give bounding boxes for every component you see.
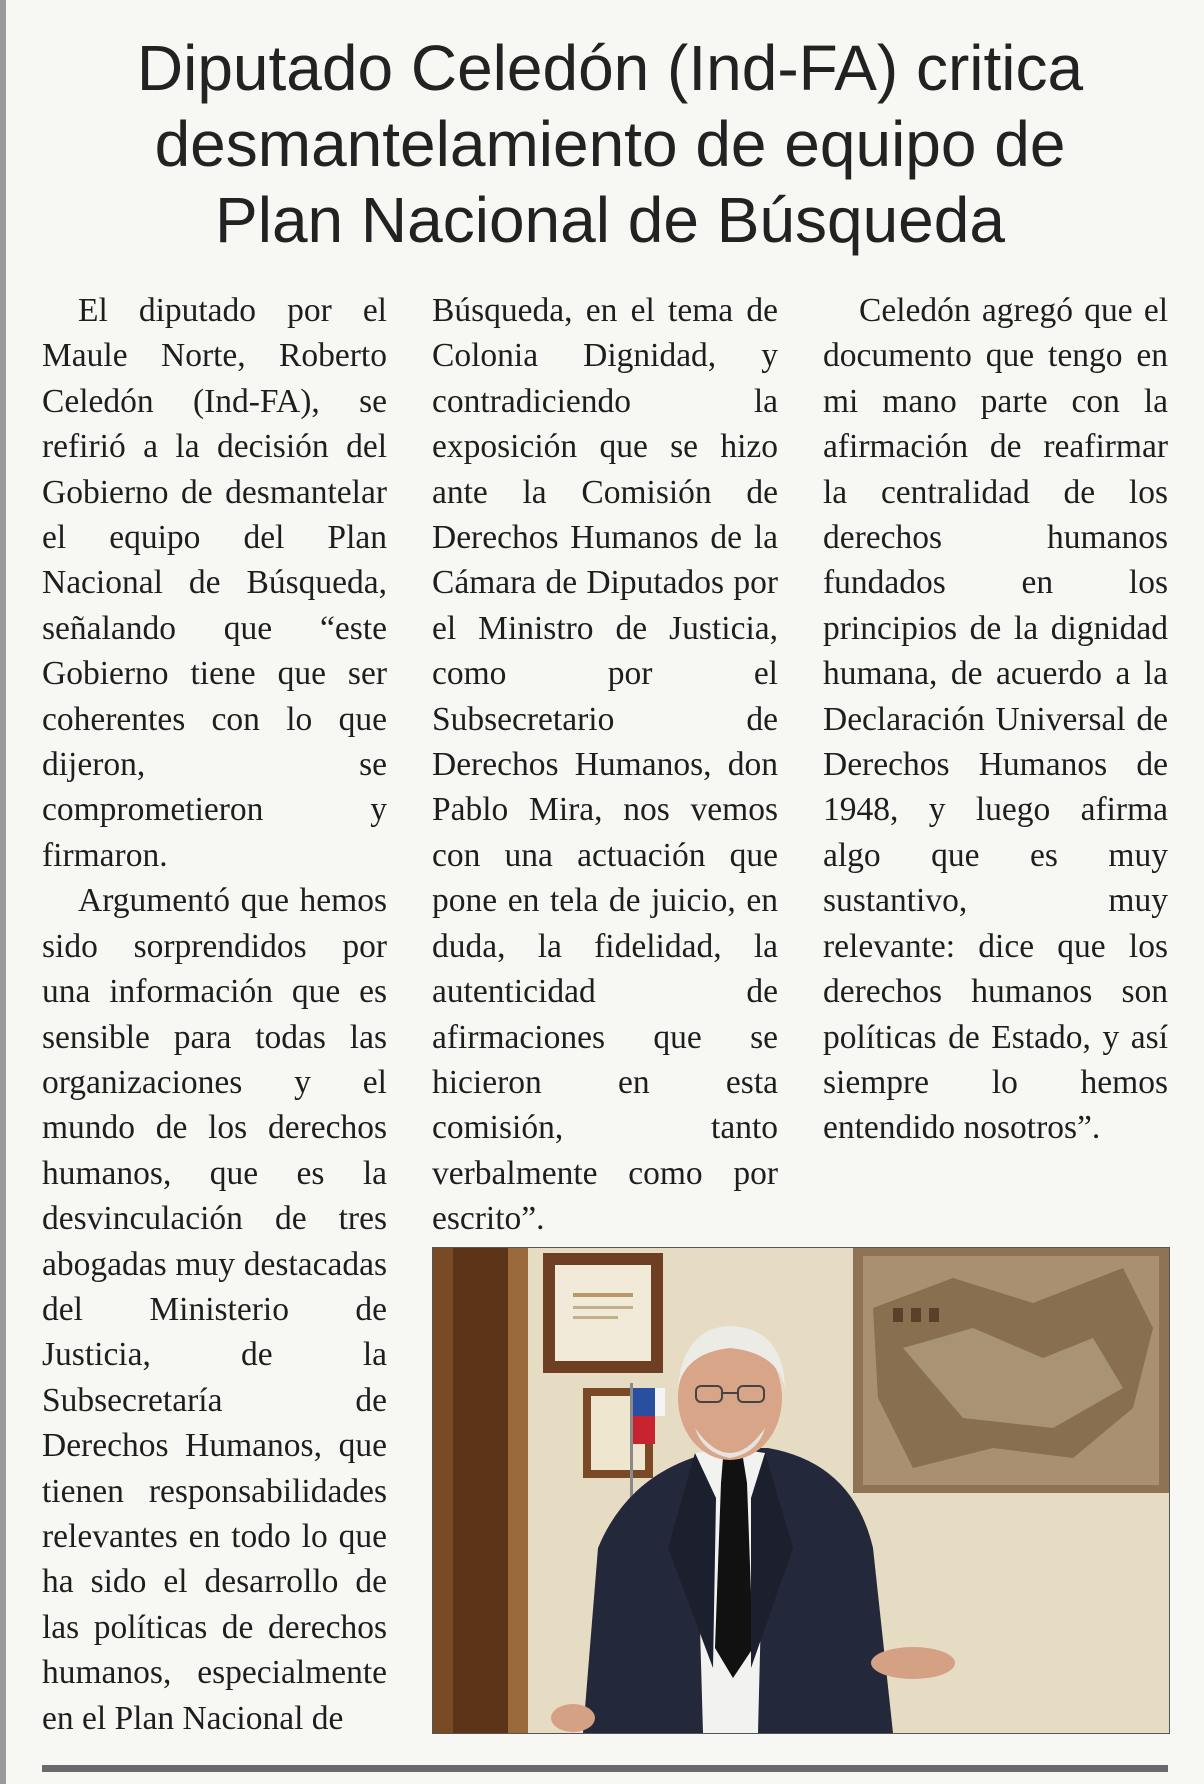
photo-illustration [433, 1248, 1169, 1733]
article-column-1 [42, 288, 387, 1741]
paragraph-continuation: Búsqueda, en el tema de Colonia Dignidad, y contradiciendo la exposición que se hizo ante la Comisión de Derechos Humanos de la Cámara de Diputados por el Ministro de Justicia, como por el Subsecretario de Derechos Humanos, don Pablo Mira, nos vemos con una actuación que pone en tela de juicio, en duda, la fidelidad, la autenticidad de afirmaciones que se hicieron en esta comisión, tanto verbalmente como por escrito”. [432, 292, 778, 1238]
headline-line-2: desmantelamiento de equipo de [154, 108, 1066, 180]
bottom-divider [42, 1765, 1168, 1772]
page-edge-rule [0, 0, 6, 1784]
article-headline [40, 30, 1180, 258]
article-column-3 [823, 288, 1168, 1151]
paragraph-celedon-added: Celedón agregó que el documento que tengo en mi mano parte con la afirmación de reafirmar la centralidad de los derechos humanos fundados en los principios de la dignidad humana, de acuerdo a la Declaración Universal de Derechos Humanos de 1948, y luego afirma algo que es muy sustantivo, muy relevante: dice que los derechos humanos son políticas de Estado, y así siempre lo hemos entendido nosotros”. [823, 292, 1168, 1147]
article-photo [432, 1247, 1170, 1734]
headline-line-3: Plan Nacional de Búsqueda [215, 184, 1005, 256]
paragraph-argument: Argumentó que hemos sido sorprendidos por una información que es sensible para todas las organizaciones y el mundo de los derechos humanos, que es la desvinculación de tres abogadas muy destacadas del Ministerio de Justicia, de la Subsecretaría de Derechos Humanos, que tienen responsabilidades relevantes en todo lo que ha sido el desarrollo de las políticas de derechos humanos, especialmente en el Plan Nacional de [42, 882, 387, 1737]
paragraph-intro: El diputado por el Maule Norte, Roberto Celedón (Ind-FA), se refirió a la decisión del Gobierno de desmantelar el equipo del Plan Nacional de Búsqueda, señalando que “este Gobierno tiene que ser coherentes con lo que dijeron, se comprometieron y firmaron. [42, 292, 387, 874]
headline-line-1: Diputado Celedón (Ind-FA) critica [136, 32, 1084, 104]
article-column-2 [432, 288, 778, 1242]
